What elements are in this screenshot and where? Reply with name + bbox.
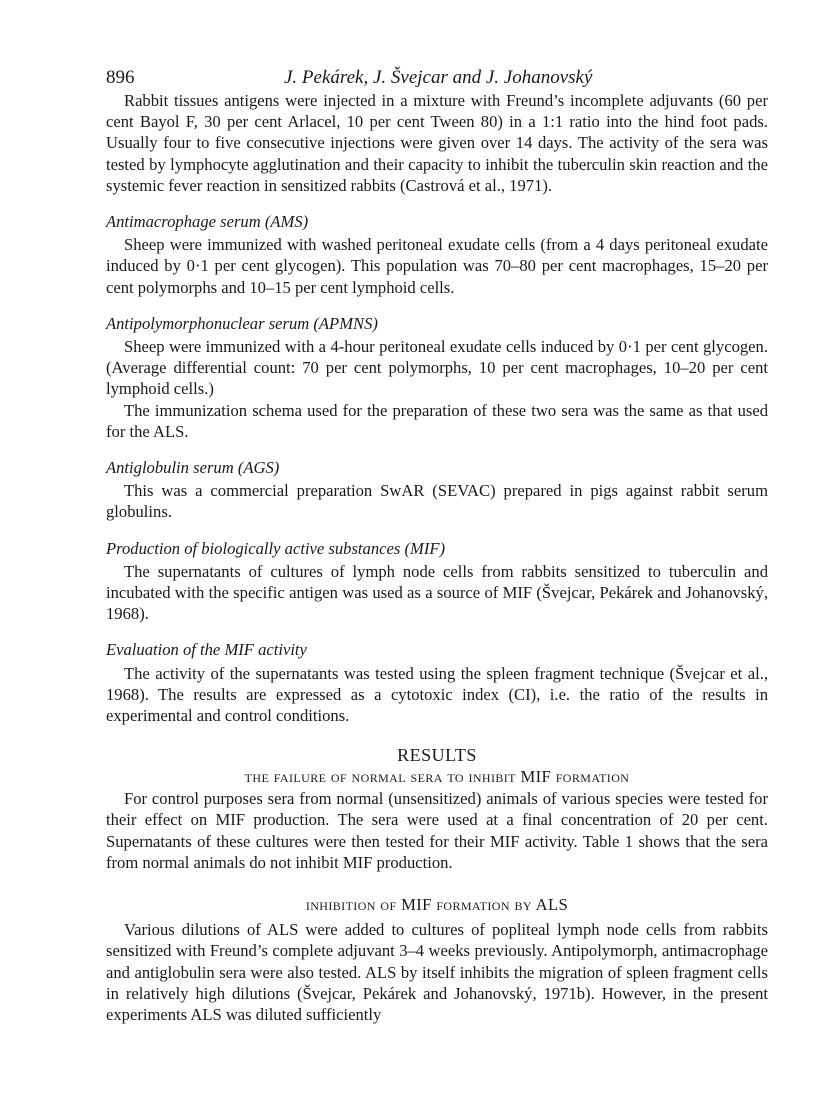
paragraph-ags: This was a commercial preparation SwAR (SEVAC) prepared in pigs against rabbit serum globulins.: [106, 481, 768, 522]
page-number: 896: [106, 67, 135, 88]
paragraph-ams: Sheep were immunized with washed peritoneal exudate cells (from a 4 days peritoneal exudate induced by 0·1 per cent glycogen). This population was 70–80 per cent macrophages, 15–20 per cent polymorphs and 10–15 per cent lymphoid cells.: [106, 235, 768, 297]
running-title-authors: J. Pekárek, J. Švejcar and J. Johanovský: [284, 67, 593, 88]
page: [106, 66, 768, 1025]
paragraph-mif-production: The supernatants of cultures of lymph node cells from rabbits sensitized to tuberculin and incubated with the specific antigen was used as a source of MIF (Švejcar, Pekárek and Johanovský, 1968).: [106, 561, 768, 624]
results-subheading-normal-sera: the failure of normal sera to inhibit MIF formation: [244, 767, 630, 787]
heading-apmns: Antipolymorphonuclear serum (APMNS): [106, 313, 378, 333]
running-header: [106, 66, 768, 90]
heading-ams: Antimacrophage serum (AMS): [106, 212, 309, 232]
heading-mif-evaluation: Evaluation of the MIF activity: [106, 640, 307, 660]
paragraph-apmns-2: The immunization schema used for the preparation of these two sera was the same as that used for the ALS.: [106, 400, 768, 441]
intro-paragraph: Rabbit tissues antigens were injected in a mixture with Freund’s incomplete adjuvants (60 per cent Bayol F, 30 per cent Arlacel, 10 per cent Tween 80) in a 1:1 ratio into the hind foot pads. Usually four to five consecutive injections were given over 14 days. The activity of the sera was tested by lymphocyte agglutination and their capacity to inhibit the tuberculin skin reaction and the systemic fever reaction in sensitized rabbits (Castrová et al., 1971).: [106, 91, 768, 195]
paragraph-apmns-1: Sheep were immunized with a 4-hour peritoneal exudate cells induced by 0·1 per cent glycogen. (Average differential count: 70 per cent polymorphs, 10 per cent macrophages, 10–20 per cent lymphoid cells.): [106, 337, 768, 399]
results-subheading-als: inhibition of MIF formation by ALS: [305, 895, 569, 915]
heading-mif-production: Production of biologically active substances (MIF): [106, 538, 446, 558]
paragraph-als: Various dilutions of ALS were added to cultures of popliteal lymph node cells from rabbits sensitized with Freund’s complete adjuvant 3–4 weeks previously. Antipolymorph, antimacrophage and antiglobulin sera were also tested. ALS by itself inhibits the migration of spleen fragment cells in relatively high dilutions (Švejcar, Pekárek and Johanovský, 1971b). However, in the present experiments ALS was diluted sufficiently: [106, 920, 768, 1024]
paragraph-normal-sera: For control purposes sera from normal (unsensitized) animals of various species were tested for their effect on MIF production. The sera were used at a final concentration of 20 per cent. Supernatants of these cultures were then tested for their MIF activity. Table 1 shows that the sera from normal animals do not inhibit MIF production.: [106, 789, 768, 872]
results-heading: RESULTS: [397, 745, 477, 766]
paragraph-mif-evaluation: The activity of the supernatants was tested using the spleen fragment technique (Švejcar et al., 1968). The results are expressed as a cytotoxic index (CI), i.e. the ratio of the results in experimental and control conditions.: [106, 663, 768, 726]
heading-ags: Antiglobulin serum (AGS): [106, 458, 280, 478]
